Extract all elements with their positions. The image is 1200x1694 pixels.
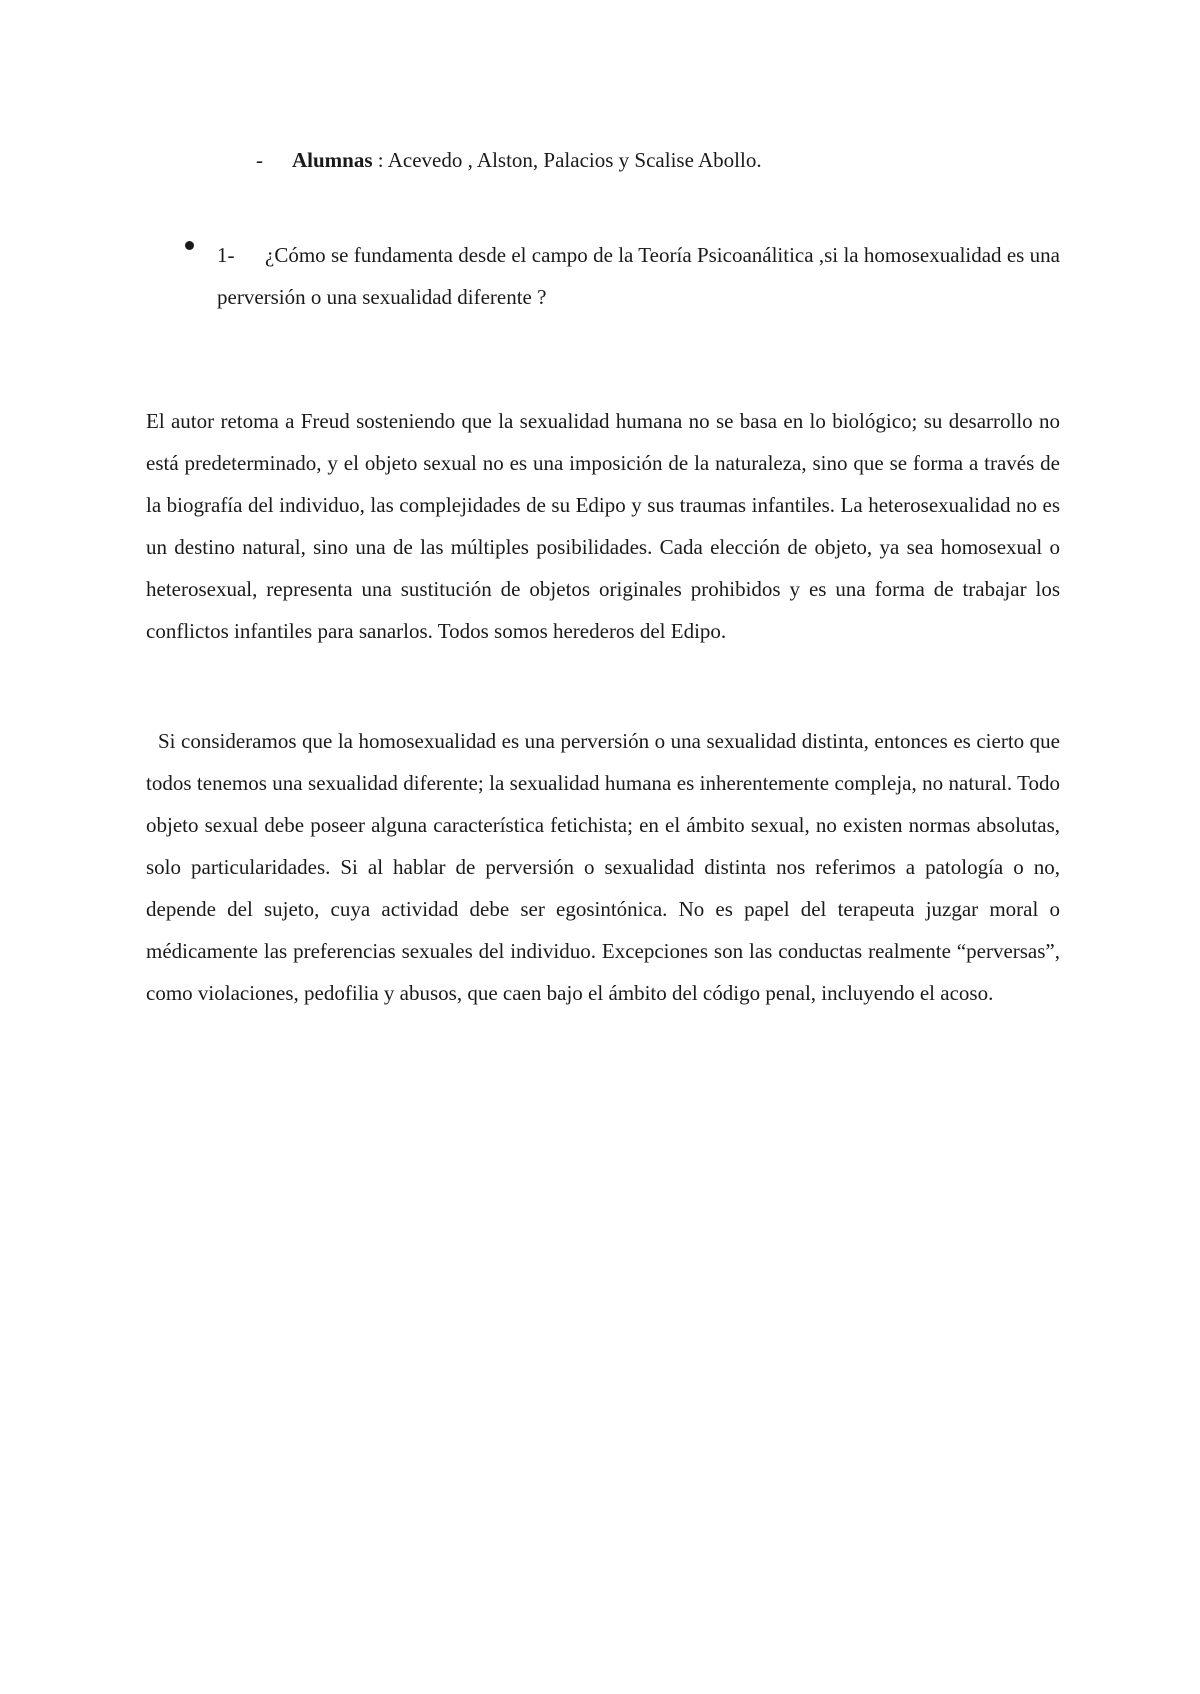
- students-names: : Acevedo , Alston, Palacios y Scalise Abollo.: [372, 148, 762, 172]
- students-label: Alumnas: [292, 148, 373, 172]
- question-number: 1-: [217, 243, 235, 267]
- question-text: ¿Cómo se fundamenta desde el campo de la Teoría Psicoanálitica ,si la homosexualidad es una perversión o una sexualidad diferente ?: [217, 243, 1060, 309]
- question-item: [217, 234, 1060, 318]
- body-paragraph-1: El autor retoma a Freud sosteniendo que la sexualidad humana no se basa en lo biológico; su desarrollo no está predeterminado, y el objeto sexual no es una imposición de la naturaleza, sino que se forma a través de la biografía del individuo, las complejidades de su Edipo y sus traumas infantiles. La heterosexualidad no es un destino natural, sino una de las múltiples posibilidades. Cada elección de objeto, ya sea homosexual o heterosexual, representa una sustitución de objetos originales prohibidos y es una forma de trabajar los conflictos infantiles para sanarlos. Todos somos herederos del Edipo.: [146, 409, 1060, 643]
- bullet-icon: [185, 241, 194, 250]
- body-paragraph-2: Si consideramos que la homosexualidad es una perversión o una sexualidad distinta, entonces es cierto que todos tenemos una sexualidad diferente; la sexualidad humana es inherentemente compleja, no natural. Todo objeto sexual debe poseer alguna característica fetichista; en el ámbito sexual, no existen normas absolutas, solo particularidades. Si al hablar de perversión o sexualidad distinta nos referimos a patología o no, depende del sujeto, cuya actividad debe ser egosintónica. No es papel del terapeuta juzgar moral o médicamente las preferencias sexuales del individuo. Excepciones son las conductas realmente “perversas”, como violaciones, pedofilia y abusos, que caen bajo el ámbito del código penal, incluyendo el acoso.: [146, 729, 1060, 1005]
- students-line: [256, 150, 762, 171]
- dash-marker: -: [256, 148, 263, 172]
